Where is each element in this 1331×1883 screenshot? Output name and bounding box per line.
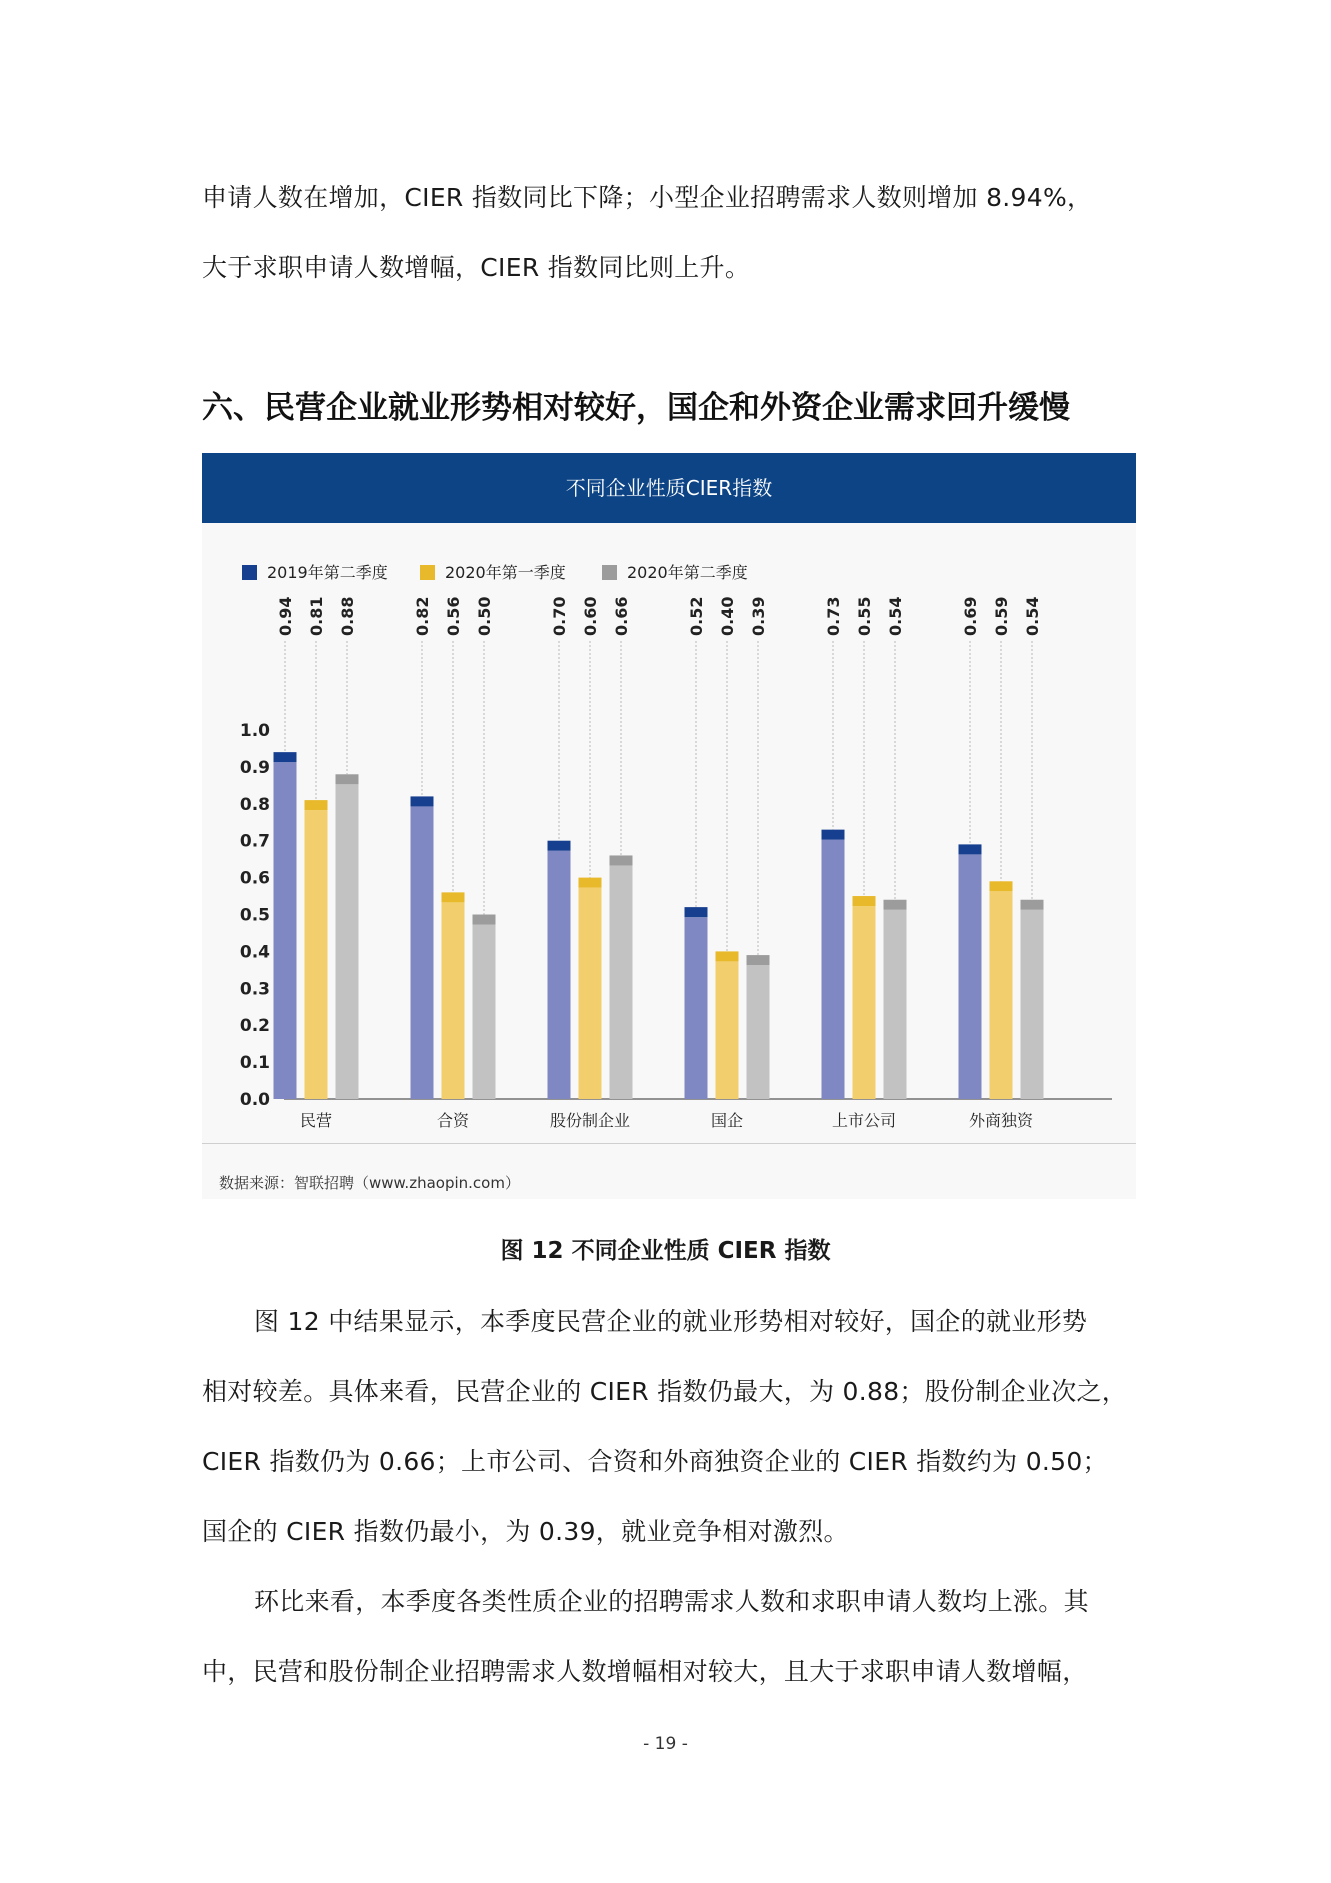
- bar-cap: [473, 915, 496, 925]
- source-divider: [202, 1143, 1136, 1144]
- chart-svg: [202, 523, 1136, 1199]
- y-tick-label: 0.1: [239, 1053, 270, 1074]
- y-tick-label: 0.9: [239, 757, 270, 778]
- paragraph-line: CIER 指数仍为 0.66；上市公司、合资和外商独资企业的 CIER 指数约为 0.50；: [202, 1447, 1108, 1476]
- bar: [579, 888, 602, 1099]
- bar-cap: [884, 900, 907, 910]
- bar-cap: [610, 855, 633, 865]
- y-tick-label: 0.3: [239, 979, 270, 1000]
- legend-swatch: [602, 565, 617, 580]
- bar: [853, 906, 876, 1099]
- bar-cap: [959, 844, 982, 854]
- bar: [473, 925, 496, 1100]
- bar-value-label: 0.73: [824, 596, 843, 636]
- bar-value-label: 0.54: [1023, 596, 1042, 636]
- page-number: - 19 -: [643, 1734, 688, 1754]
- bar-value-label: 0.88: [338, 596, 357, 636]
- intro-paragraph: [202, 163, 1132, 303]
- bar: [990, 891, 1013, 1099]
- bar-cap: [548, 841, 571, 851]
- bar: [959, 854, 982, 1099]
- bar: [548, 851, 571, 1099]
- x-category-label: 股份制企业: [549, 1111, 631, 1130]
- bar-cap: [990, 881, 1013, 891]
- bar-cap: [411, 796, 434, 806]
- bar-cap: [442, 892, 465, 902]
- bar-cap: [853, 896, 876, 906]
- y-tick-label: 0.4: [239, 942, 270, 963]
- paragraph-line: 相对较差。具体来看，民营企业的 CIER 指数仍最大，为 0.88；股份制企业次之，: [202, 1377, 1128, 1406]
- bar: [305, 810, 328, 1099]
- x-category-label: 国企: [710, 1111, 744, 1130]
- legend-swatch: [242, 565, 257, 580]
- bar: [747, 965, 770, 1099]
- bar: [442, 902, 465, 1099]
- bar-cap: [716, 951, 739, 961]
- chart-figure: [202, 453, 1136, 1199]
- bar: [610, 865, 633, 1099]
- bar-value-label: 0.50: [475, 596, 494, 636]
- bar: [716, 961, 739, 1099]
- bar-value-label: 0.54: [886, 596, 905, 636]
- bar-value-label: 0.60: [581, 596, 600, 636]
- bar-cap: [822, 830, 845, 840]
- bar-value-label: 0.69: [961, 596, 980, 636]
- legend-label: 2020年第一季度: [445, 563, 566, 582]
- bar-value-label: 0.94: [276, 596, 295, 636]
- bar-value-label: 0.56: [444, 596, 463, 636]
- paragraph-line: 图 12 中结果显示，本季度民营企业的就业形势相对较好，国企的就业形势: [254, 1307, 1088, 1336]
- bar: [336, 784, 359, 1099]
- intro-line: 大于求职申请人数增幅，CIER 指数同比则上升。: [202, 253, 751, 282]
- y-tick-label: 0.0: [239, 1090, 270, 1110]
- bar-cap: [274, 752, 297, 762]
- bar: [685, 917, 708, 1099]
- bar-cap: [305, 800, 328, 810]
- figure-caption: 图 12 不同企业性质 CIER 指数: [500, 1238, 831, 1264]
- bar: [884, 910, 907, 1099]
- paragraph-line: 中，民营和股份制企业招聘需求人数增幅相对较大，且大于求职申请人数增幅，: [202, 1657, 1088, 1686]
- paragraph-line: 国企的 CIER 指数仍最小，为 0.39，就业竞争相对激烈。: [202, 1517, 849, 1546]
- legend-label: 2020年第二季度: [627, 563, 748, 582]
- y-tick-label: 0.8: [239, 794, 270, 815]
- bar-value-label: 0.52: [687, 596, 706, 636]
- x-category-label: 合资: [436, 1111, 470, 1130]
- body-paragraph-2: [202, 1567, 1132, 1707]
- y-tick-label: 0.6: [239, 868, 270, 889]
- chart-header-title: 不同企业性质CIER指数: [202, 453, 1136, 523]
- bar-value-label: 0.66: [612, 596, 631, 636]
- y-tick-label: 0.5: [239, 905, 270, 926]
- section-heading: 六、民营企业就业形势相对较好，国企和外资企业需求回升缓慢: [202, 390, 1070, 426]
- x-category-label: 民营: [299, 1111, 333, 1130]
- bar: [1021, 910, 1044, 1099]
- x-category-label: 上市公司: [831, 1111, 897, 1130]
- bar: [411, 806, 434, 1099]
- bar-cap: [1021, 900, 1044, 910]
- paragraph-line: 环比来看，本季度各类性质企业的招聘需求人数和求职申请人数均上涨。其: [254, 1587, 1089, 1616]
- y-tick-label: 1.0: [239, 721, 270, 741]
- bar-value-label: 0.81: [307, 596, 326, 636]
- chart-source-note: 数据来源：智联招聘（www.zhaopin.com）: [219, 1174, 520, 1192]
- bar-cap: [336, 774, 359, 784]
- bar: [274, 762, 297, 1099]
- bar-cap: [747, 955, 770, 965]
- bar-cap: [685, 907, 708, 917]
- bar-value-label: 0.82: [413, 596, 432, 636]
- y-tick-label: 0.7: [239, 831, 270, 852]
- legend-label: 2019年第二季度: [267, 563, 388, 582]
- bar-value-label: 0.70: [550, 596, 569, 636]
- body-paragraph-1: [202, 1287, 1132, 1567]
- bar-value-label: 0.40: [718, 596, 737, 636]
- intro-line: 申请人数在增加，CIER 指数同比下降；小型企业招聘需求人数则增加 8.94%，: [202, 183, 1093, 212]
- x-category-label: 外商独资: [968, 1111, 1034, 1130]
- bar-value-label: 0.55: [855, 596, 874, 636]
- bar-value-label: 0.39: [749, 596, 768, 636]
- bar-value-label: 0.59: [992, 596, 1011, 636]
- y-tick-label: 0.2: [239, 1016, 270, 1037]
- bar-cap: [579, 878, 602, 888]
- bar: [822, 840, 845, 1099]
- legend-swatch: [420, 565, 435, 580]
